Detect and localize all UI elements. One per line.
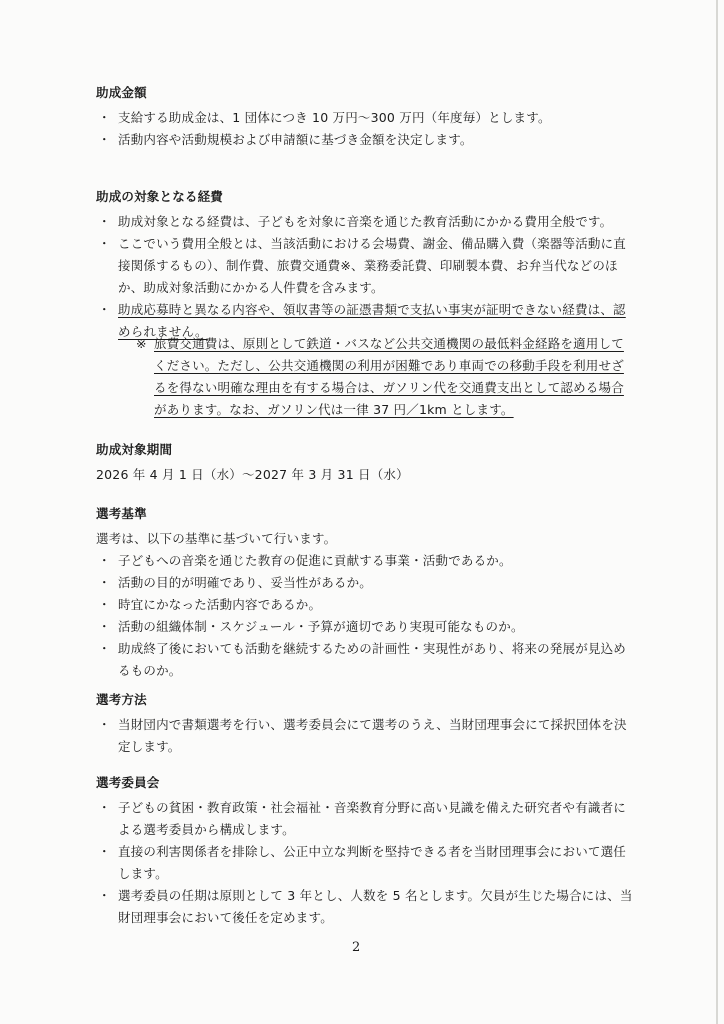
section-criteria bbox=[96, 504, 636, 682]
list-item: ・ 直接の利害関係者を排除し、公正中立な判断を堅持できる者を当財団理事会において選任します。 bbox=[96, 841, 636, 885]
list-item: ・ 助成終了後においても活動を継続するための計画性・実現性があり、将来の発展が見込めるものか。 bbox=[96, 638, 636, 682]
list-item: ・ 助成応募時と異なる内容や、領収書等の証憑書類で支払い事実が証明できない経費は、認められません。 bbox=[96, 299, 636, 343]
section-heading: 選考方法 bbox=[96, 692, 147, 707]
section-heading: 助成対象期間 bbox=[96, 442, 173, 457]
section-eligible-expenses bbox=[96, 187, 636, 343]
list-item: ・ 活動の組織体制・スケジュール・予算が適切であり実現可能なものか。 bbox=[96, 616, 636, 638]
section-heading: 選考基準 bbox=[96, 506, 147, 521]
note-text: 旅費交通費は、原則として鉄道・バスなど公共交通機関の最低料金経路を適用してください。ただし、公共交通機関の利用が困難であり車両での移動手段を利用せざるを得ない明確な理由を有する場合は、ガソリン代を交通費支出として認める場合があります。なお、ガソリン代は一律 37 円／1km とします。 bbox=[154, 336, 624, 417]
section-method bbox=[96, 690, 636, 758]
list-item: ・ 支給する助成金は、1 団体につき 10 万円～300 万円（年度毎）とします。 bbox=[96, 107, 636, 129]
scan-edge bbox=[716, 0, 718, 1024]
list-item: ・ 当財団内で書類選考を行い、選考委員会にて選考のうえ、当財団理事会にて採択団体を決定します。 bbox=[96, 714, 636, 758]
list-item: ・ 子どもへの音楽を通じた教育の促進に貢献する事業・活動であるか。 bbox=[96, 550, 636, 572]
list-item: ・ 選考委員の任期は原則として 3 年とし、人数を 5 名とします。欠員が生じた場合には、当財団理事会において後任を定めます。 bbox=[96, 885, 636, 929]
list-item: ・ 時宜にかなった活動内容であるか。 bbox=[96, 594, 636, 616]
section-heading: 選考委員会 bbox=[96, 775, 160, 790]
list-item: ・ 活動内容や活動規模および申請額に基づき金額を決定します。 bbox=[96, 129, 636, 151]
section-heading: 助成の対象となる経費 bbox=[96, 189, 224, 204]
section-grant-amount bbox=[96, 83, 636, 151]
page-number: 2 bbox=[352, 940, 361, 955]
list-item: ・ 活動の目的が明確であり、妥当性があるか。 bbox=[96, 572, 636, 594]
section-committee bbox=[96, 773, 636, 929]
period-text: 2026 年 4 月 1 日（水）～2027 年 3 月 31 日（水） bbox=[96, 467, 409, 482]
section-heading: 助成金額 bbox=[96, 85, 147, 100]
travel-expense-note bbox=[136, 333, 636, 421]
list-item: ・ 助成対象となる経費は、子どもを対象に音楽を通じた教育活動にかかる費用全般です。 bbox=[96, 211, 636, 233]
note-mark: ※ bbox=[136, 336, 147, 351]
list-item: ・ 子どもの貧困・教育政策・社会福祉・音楽教育分野に高い見識を備えた研究者や有識者による選考委員から構成します。 bbox=[96, 797, 636, 841]
criteria-intro: 選考は、以下の基準に基づいて行います。 bbox=[96, 531, 337, 546]
section-period bbox=[96, 440, 636, 486]
list-item: ・ ここでいう費用全般とは、当該活動における会場費、謝金、備品購入費（楽器等活動に直接関係するもの）、制作費、旅費交通費※、業務委託費、印刷製本費、お弁当代などのほか、助成対象活動にかかる人件費を含みます。 bbox=[96, 233, 636, 299]
